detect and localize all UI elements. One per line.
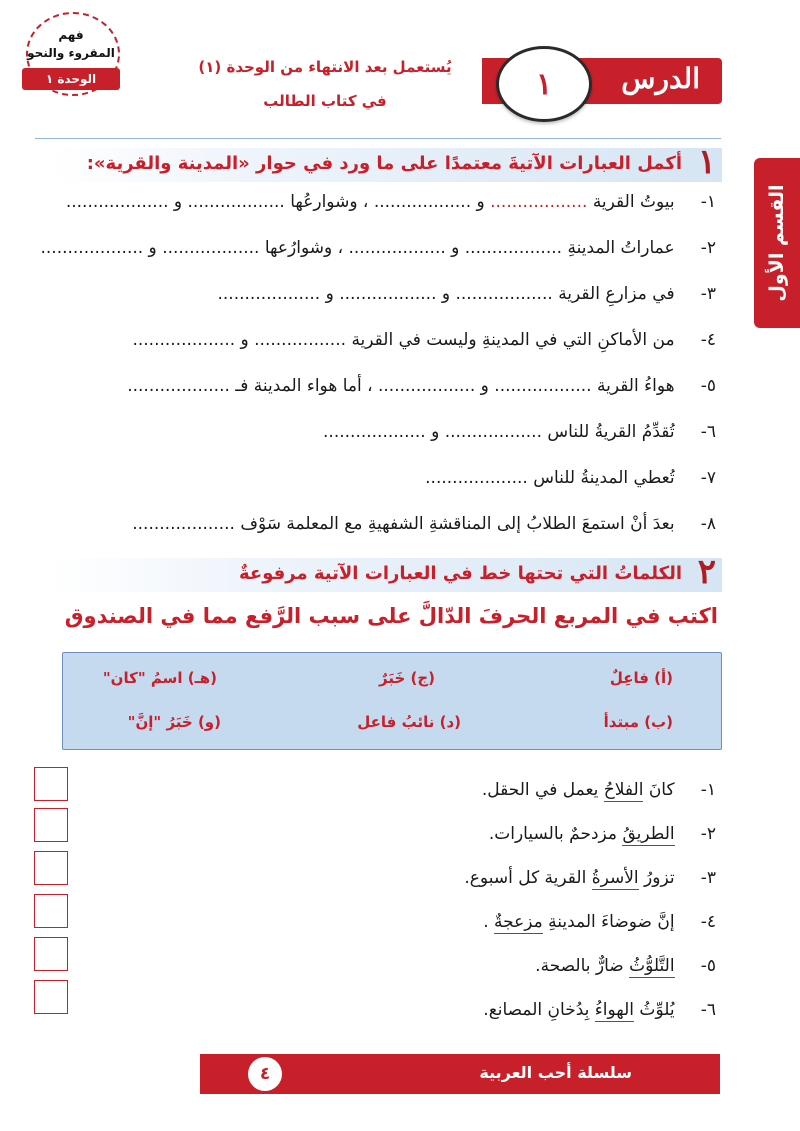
usage-note xyxy=(190,50,460,118)
item-number: ٨- xyxy=(700,514,716,534)
item-number: ٦- xyxy=(700,1000,716,1020)
usage-note-line2: في كتاب الطالب xyxy=(263,92,387,110)
option-e: (هـ) اسمُ "كان" xyxy=(102,669,217,687)
exercise1-number: ١ xyxy=(697,142,716,182)
fill-blank[interactable]: و .................. xyxy=(348,238,460,258)
fill-blank[interactable]: و .................. xyxy=(378,376,489,396)
underlined-word: مزعجةٌ xyxy=(494,912,543,932)
item-text: تُقدِّمُ القريةُ للناس xyxy=(547,422,675,442)
lesson-number-circle: ١ xyxy=(496,46,592,122)
answer-square[interactable] xyxy=(34,894,68,928)
item-number: ٤- xyxy=(700,330,716,350)
exercise2-item xyxy=(482,780,716,800)
fill-blank[interactable]: و ................... xyxy=(217,284,334,304)
fill-blank[interactable]: ................... xyxy=(132,514,235,534)
item-number: ٣- xyxy=(700,868,716,888)
fill-blank[interactable]: ، وشوارُعها .................. xyxy=(162,238,344,258)
exercise1-item xyxy=(132,514,716,534)
option-c: (ج) خَبَرٌ xyxy=(378,669,435,687)
answer-square[interactable] xyxy=(34,767,68,801)
option-f: (و) خَبَرُ "إنَّ" xyxy=(127,713,221,731)
option-a: (أ) فاعِلٌ xyxy=(609,669,673,687)
fill-blank[interactable]: و ................... xyxy=(40,238,157,258)
lesson-label: الدرس xyxy=(621,62,700,95)
option-d: (د) نائبُ فاعل xyxy=(357,713,461,731)
item-number: ٢- xyxy=(700,824,716,844)
exercise1-item xyxy=(66,192,716,212)
item-text: . xyxy=(483,912,489,932)
exercise1-item xyxy=(218,284,717,304)
fill-blank[interactable]: .................. xyxy=(494,376,592,396)
unit-badge xyxy=(22,12,120,98)
exercise1-item xyxy=(323,422,716,442)
exercise2-item xyxy=(535,956,716,976)
exercise1-item xyxy=(127,376,716,396)
item-text: يعمل في الحقل. xyxy=(481,780,599,800)
underlined-word: الأسرةُ xyxy=(591,868,639,888)
exercise1-heading xyxy=(52,142,722,182)
item-text: مزدحمٌ بالسيارات. xyxy=(488,824,618,844)
exercise1-item xyxy=(425,468,716,488)
fill-blank[interactable]: .................. xyxy=(444,422,542,442)
series-title: سلسلة أحب العربية xyxy=(479,1063,632,1082)
item-number: ٧- xyxy=(700,468,716,488)
item-number: ٢- xyxy=(700,238,716,258)
badge-title-line1: فهم xyxy=(58,28,84,42)
answer-options-box xyxy=(62,652,722,750)
section-side-tab xyxy=(754,158,800,328)
exercise1-item xyxy=(40,238,716,258)
fill-blank[interactable]: ، وشوارعُها .................. xyxy=(187,192,369,212)
exercise2-item xyxy=(489,824,716,844)
item-number: ٥- xyxy=(700,956,716,976)
answer-square[interactable] xyxy=(34,808,68,842)
item-text: القرية كل أسبوع. xyxy=(464,868,587,888)
item-number: ٥- xyxy=(700,376,716,396)
item-text: بعدَ أنْ استمعَ الطلابُ إلى المناقشةِ الشفهيةِ مع المعلمة سَوْف xyxy=(240,514,675,534)
underlined-word: التَّلوُّثُ xyxy=(629,956,675,976)
item-text: يُلوِّثُ xyxy=(634,1000,675,1020)
fill-blank[interactable]: و ................... xyxy=(65,192,183,212)
exercise1-item xyxy=(132,330,716,350)
exercise2-heading xyxy=(52,552,722,592)
exercise2-subtitle: اكتب في المربع الحرفَ الدّالَّ على سبب الرَّفع مما في الصندوق xyxy=(64,604,718,628)
exercise2-instruction: الكلماتُ التي تحتها خط في العبارات الآتية مرفوعةٌ xyxy=(238,563,682,584)
exercise2-item xyxy=(483,1000,716,1020)
page-number: ٤ xyxy=(248,1057,282,1091)
item-text: من الأماكنِ التي في المدينةِ وليست في القرية xyxy=(351,330,675,350)
fill-blank[interactable]: ................... xyxy=(425,468,528,488)
fill-blank[interactable]: .................. xyxy=(490,192,588,212)
fill-blank[interactable]: ................. xyxy=(254,330,347,350)
item-text: تُعطي المدينةُ للناس xyxy=(533,468,675,488)
fill-blank[interactable]: و .................. xyxy=(339,284,451,304)
underlined-word: الهواءُ xyxy=(594,1000,635,1020)
answer-square[interactable] xyxy=(34,851,68,885)
fill-blank[interactable]: ، أما هواء المدينة فـ ................... xyxy=(127,376,373,396)
underlined-word: الفلاحُ xyxy=(603,780,644,800)
fill-blank[interactable]: و .................. xyxy=(373,192,485,212)
exercise1-instruction: أكمل العبارات الآتيةَ معتمدًا على ما ورد في حوار «المدينة والقرية»: xyxy=(86,153,682,174)
fill-blank[interactable]: .................. xyxy=(464,238,563,258)
fill-blank[interactable]: و ................... xyxy=(323,422,440,442)
item-text: هواءُ القرية xyxy=(596,376,675,396)
header-divider xyxy=(35,138,721,139)
option-b: (ب) مبتدأ xyxy=(603,713,673,731)
fill-blank[interactable]: و ................... xyxy=(132,330,249,350)
exercise2-item xyxy=(464,868,716,888)
side-tab-label: القسم الأول xyxy=(766,184,788,302)
answer-square[interactable] xyxy=(34,937,68,971)
fill-blank[interactable]: .................. xyxy=(455,284,553,304)
item-number: ٦- xyxy=(700,422,716,442)
item-text: كانَ xyxy=(643,780,675,800)
answer-square[interactable] xyxy=(34,980,68,1014)
item-text: بِدُخانِ المصانع. xyxy=(483,1000,590,1020)
item-text: في مزارعِ القرية xyxy=(558,284,675,304)
underlined-word: الطريقُ xyxy=(622,824,675,844)
badge-unit-label: الوحدة ١ xyxy=(22,68,120,90)
item-text: ضارٌّ بالصحة. xyxy=(535,956,624,976)
item-text: إنَّ ضوضاءَ المدينةِ xyxy=(542,912,675,932)
item-number: ٣- xyxy=(700,284,716,304)
item-text: بيوتُ القرية xyxy=(592,192,675,212)
item-number: ٤- xyxy=(700,912,716,932)
item-text: تزورُ xyxy=(638,868,675,888)
badge-title-line2: المقروء والنحو xyxy=(27,46,115,60)
item-text: عماراتُ المدينةِ xyxy=(567,238,675,258)
exercise2-number: ٢ xyxy=(697,552,716,592)
exercise2-item xyxy=(483,912,716,932)
item-number: ١- xyxy=(700,780,716,800)
usage-note-line1: يُستعمل بعد الانتهاء من الوحدة (١) xyxy=(198,58,452,76)
item-number: ١- xyxy=(700,192,716,212)
